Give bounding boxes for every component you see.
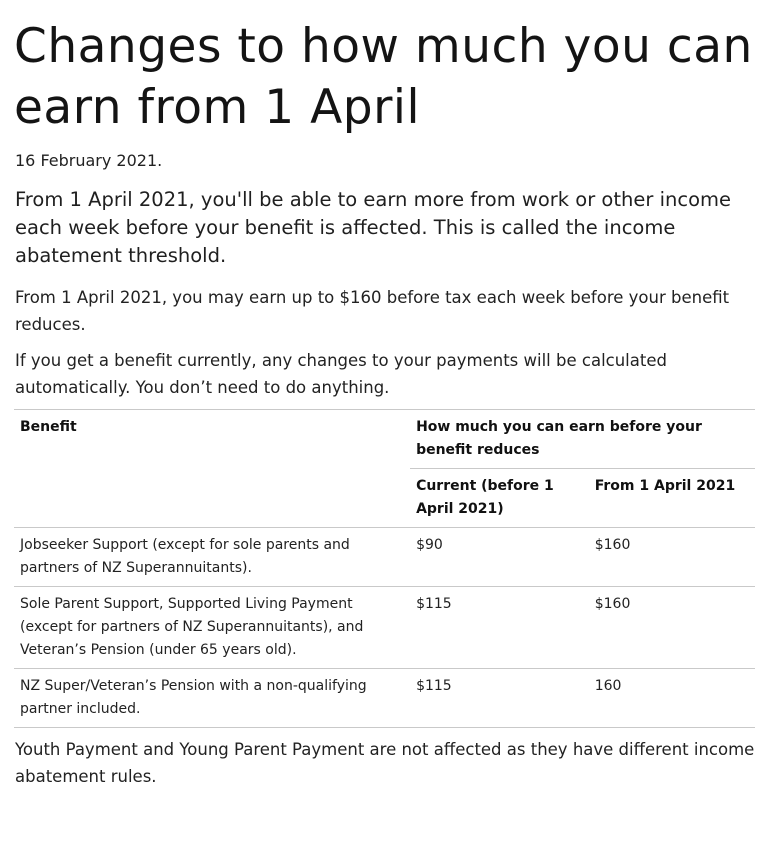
footer-note: Youth Payment and Young Parent Payment are not affected as they have different income abatement rules. xyxy=(15,740,755,786)
header-earnings-group: How much you can earn before your benefit reduces xyxy=(416,419,702,458)
current-amount-cell: $90 xyxy=(410,528,589,587)
benefit-cell: NZ Super/Veteran’s Pension with a non-qualifying partner included. xyxy=(14,669,410,728)
publish-date: 16 February 2021. xyxy=(15,151,163,170)
page-title: Changes to how much you can earn from 1 April xyxy=(14,19,753,135)
lead-paragraph: From 1 April 2021, you'll be able to earn more from work or other income each week before your benefit is affected. This is called the income abatement threshold. xyxy=(15,188,731,267)
table-row xyxy=(14,669,755,728)
current-amount-cell: $115 xyxy=(410,587,589,669)
benefit-cell: Jobseeker Support (except for sole parents and partners of NZ Superannuitants). xyxy=(14,528,410,587)
header-benefit: Benefit xyxy=(20,419,77,435)
benefit-cell: Sole Parent Support, Supported Living Payment (except for partners of NZ Superannuitants), and Veteran’s Pension (under 65 years old). xyxy=(14,587,410,669)
new-amount-cell: $160 xyxy=(589,528,755,587)
table-row xyxy=(14,528,755,587)
header-from-april: From 1 April 2021 xyxy=(589,469,755,528)
new-amount-cell: $160 xyxy=(589,587,755,669)
header-current: Current (before 1 April 2021) xyxy=(410,469,589,528)
earning-limit-paragraph: From 1 April 2021, you may earn up to $160 before tax each week before your benefit reduces. xyxy=(15,288,730,334)
automatic-changes-paragraph: If you get a benefit currently, any changes to your payments will be calculated automatically. You don’t need to do anything. xyxy=(15,351,667,397)
new-amount-cell: 160 xyxy=(589,669,755,728)
current-amount-cell: $115 xyxy=(410,669,589,728)
table-row xyxy=(14,587,755,669)
benefits-table xyxy=(14,409,755,728)
